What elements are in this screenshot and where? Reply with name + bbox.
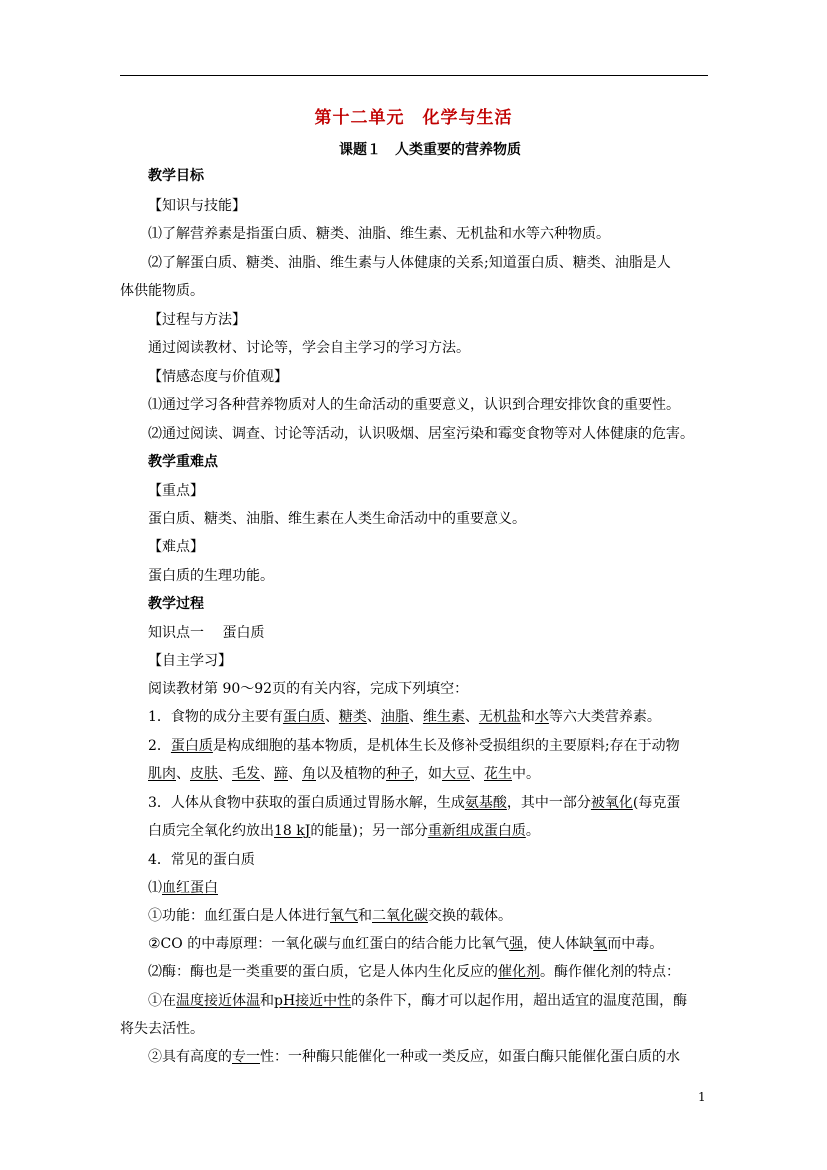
answer-blank: 专一 <box>232 1049 260 1065</box>
answer-blank: 蹄 <box>274 766 288 782</box>
text-segment: 、 <box>324 709 339 725</box>
text-segment: 。 <box>525 823 540 839</box>
section-heading: 教学重难点 <box>148 454 218 470</box>
text-segment: ②具有高度的 <box>148 1049 232 1065</box>
text-segment: ①功能：血红蛋白是人体进行 <box>148 908 330 924</box>
text-segment: 等六大类营养素。 <box>548 709 661 725</box>
text-segment: 【重点】 <box>148 483 204 499</box>
answer-blank: 糖类 <box>338 709 367 725</box>
text-line <box>148 453 710 471</box>
text-segment: ⑴通过学习各种营养物质对人的生命活动的重要意义，认识到合理安排饮食的重要性。 <box>148 397 680 413</box>
text-segment: 蛋白质的生理功能。 <box>148 568 274 584</box>
text-line <box>148 879 710 897</box>
text-line <box>148 368 710 386</box>
answer-blank: 水 <box>534 709 549 725</box>
text-segment: 和 <box>520 709 535 725</box>
text-segment: 、 <box>260 766 274 782</box>
text-segment: 1．食物的成分主要有 <box>148 709 283 725</box>
section-heading: 教学目标 <box>148 168 204 184</box>
text-line <box>148 339 710 357</box>
text-line <box>148 167 710 185</box>
text-segment: ⑵通过阅读、调查、讨论等活动，认识吸烟、居室污染和霉变食物等对人体健康的危害。 <box>148 426 694 442</box>
text-segment: ，如 <box>414 766 442 782</box>
text-segment: ⑴ <box>148 880 162 896</box>
text-segment: ⑵了解蛋白质、糖类、油脂、维生素与人体健康的关系;知道蛋白质、糖类、油脂是人 <box>148 255 671 271</box>
text-segment: (每克蛋 <box>632 795 681 811</box>
text-line <box>148 595 710 613</box>
answer-blank: 氨基酸 <box>464 795 507 811</box>
text-segment: ②CO 的中毒原理：一氧化碳与血红蛋白的结合能力比氧气 <box>148 936 510 952</box>
text-line <box>148 680 710 698</box>
text-segment: 【过程与方法】 <box>148 312 246 328</box>
answer-blank: 重新组成蛋白质 <box>427 823 526 839</box>
text-line <box>148 510 710 528</box>
header-rule <box>120 75 708 76</box>
text-line <box>148 538 710 556</box>
answer-blank: 催化剂 <box>498 964 540 980</box>
text-line <box>148 851 710 869</box>
text-line <box>148 737 710 755</box>
answer-blank: 角 <box>302 766 316 782</box>
answer-blank: 蛋白质 <box>282 709 325 725</box>
answer-blank: 被氧化 <box>590 795 633 811</box>
text-line <box>120 282 710 300</box>
text-segment: 以及植物的 <box>316 766 386 782</box>
text-segment: 、 <box>218 766 232 782</box>
text-segment: 、 <box>470 766 484 782</box>
text-line <box>148 907 710 925</box>
text-segment: ①在 <box>148 993 176 1009</box>
text-segment: 交换的载体。 <box>428 908 512 924</box>
text-line <box>120 1020 710 1038</box>
answer-blank: 蛋白质 <box>170 738 213 754</box>
text-segment: ，其中一部分 <box>506 795 591 811</box>
text-segment: 阅读教材第 90～92页的有关内容，完成下列填空： <box>148 681 469 697</box>
answer-blank: 无机盐 <box>478 709 521 725</box>
section-heading: 教学过程 <box>148 596 204 612</box>
text-segment: 、 <box>464 709 479 725</box>
text-line <box>148 794 710 812</box>
answer-blank: 毛发 <box>232 766 260 782</box>
text-segment: 知识点一 蛋白质 <box>148 625 265 641</box>
answer-blank: 油脂 <box>380 709 409 725</box>
text-segment: ⑵酶：酶也是一类重要的蛋白质，它是人体内生化反应的 <box>148 964 498 980</box>
text-segment: 【难点】 <box>148 539 204 555</box>
answer-blank: 温度接近体温 <box>176 993 260 1009</box>
text-line <box>148 311 710 329</box>
text-line <box>148 197 710 215</box>
text-line <box>148 425 710 443</box>
text-segment: 而中毒。 <box>607 936 664 952</box>
text-segment: 、 <box>408 709 423 725</box>
text-line <box>148 567 710 585</box>
text-segment: 是构成细胞的基本物质，是机体生长及修补受损组织的主要原料;存在于动物 <box>212 738 680 754</box>
text-segment: 的条件下，酶才可以起作用，超出适宜的温度范围，酶 <box>351 993 688 1009</box>
text-segment: 性：一种酶只能催化一种或一类反应，如蛋白酶只能催化蛋白质的水 <box>260 1049 680 1065</box>
lesson-title: 课题１ 人类重要的营养物质 <box>339 142 521 158</box>
text-line <box>148 708 710 726</box>
answer-blank: 花生 <box>484 766 512 782</box>
answer-blank: pH接近中性 <box>274 993 352 1009</box>
text-line <box>148 254 710 272</box>
text-line <box>148 652 710 670</box>
text-segment: 、 <box>176 766 190 782</box>
text-line <box>148 624 710 642</box>
answer-blank: 二氧化碳 <box>372 908 428 924</box>
text-segment: 、 <box>288 766 302 782</box>
text-segment: 2． <box>148 738 171 754</box>
answer-blank: 强 <box>509 936 524 952</box>
answer-blank: 18 kJ <box>274 823 311 839</box>
text-segment: 将失去活性。 <box>120 1021 204 1037</box>
answer-blank: 肌肉 <box>148 766 176 782</box>
text-line <box>148 1048 710 1066</box>
answer-blank: 大豆 <box>442 766 470 782</box>
text-segment: 和 <box>358 908 372 924</box>
unit-title: 第十二单元 化学与生活 <box>314 108 513 128</box>
text-segment: 、 <box>366 709 381 725</box>
text-segment: 3．人体从食物中获取的蛋白质通过胃肠水解，生成 <box>148 795 465 811</box>
text-segment: 白质完全氧化约放出 <box>148 823 274 839</box>
text-segment: ⑴了解营养素是指蛋白质、糖类、油脂、维生素、无机盐和水等六种物质。 <box>148 226 610 242</box>
page-number: 1 <box>698 1090 706 1104</box>
text-segment: 蛋白质、糖类、油脂、维生素在人类生命活动中的重要意义。 <box>148 511 526 527</box>
answer-blank: 氧 <box>593 936 608 952</box>
text-segment: 4．常见的蛋白质 <box>148 852 255 868</box>
text-line <box>148 992 710 1010</box>
text-segment: 通过阅读教材、讨论等，学会自主学习的学习方法。 <box>148 340 470 356</box>
text-segment: 的能量)；另一部分 <box>310 823 428 839</box>
text-segment: ，使人体缺 <box>523 936 594 952</box>
text-line <box>148 482 710 500</box>
text-segment: 中。 <box>512 766 540 782</box>
text-segment: 【情感态度与价值观】 <box>148 369 288 385</box>
text-line <box>148 225 710 243</box>
text-line <box>148 935 710 953</box>
answer-blank: 血红蛋白 <box>162 880 218 896</box>
answer-blank: 皮肤 <box>190 766 218 782</box>
answer-blank: 氧气 <box>330 908 358 924</box>
text-segment: 【知识与技能】 <box>148 198 246 214</box>
text-line <box>148 396 710 414</box>
text-segment: 【自主学习】 <box>148 653 232 669</box>
answer-blank: 维生素 <box>422 709 465 725</box>
text-segment: 。酶作催化剂的特点： <box>540 964 680 980</box>
answer-blank: 种子 <box>386 766 414 782</box>
text-segment: 体供能物质。 <box>120 283 204 299</box>
text-segment: 和 <box>260 993 274 1009</box>
text-line <box>148 822 710 840</box>
text-line <box>148 963 710 981</box>
text-line <box>148 765 710 783</box>
